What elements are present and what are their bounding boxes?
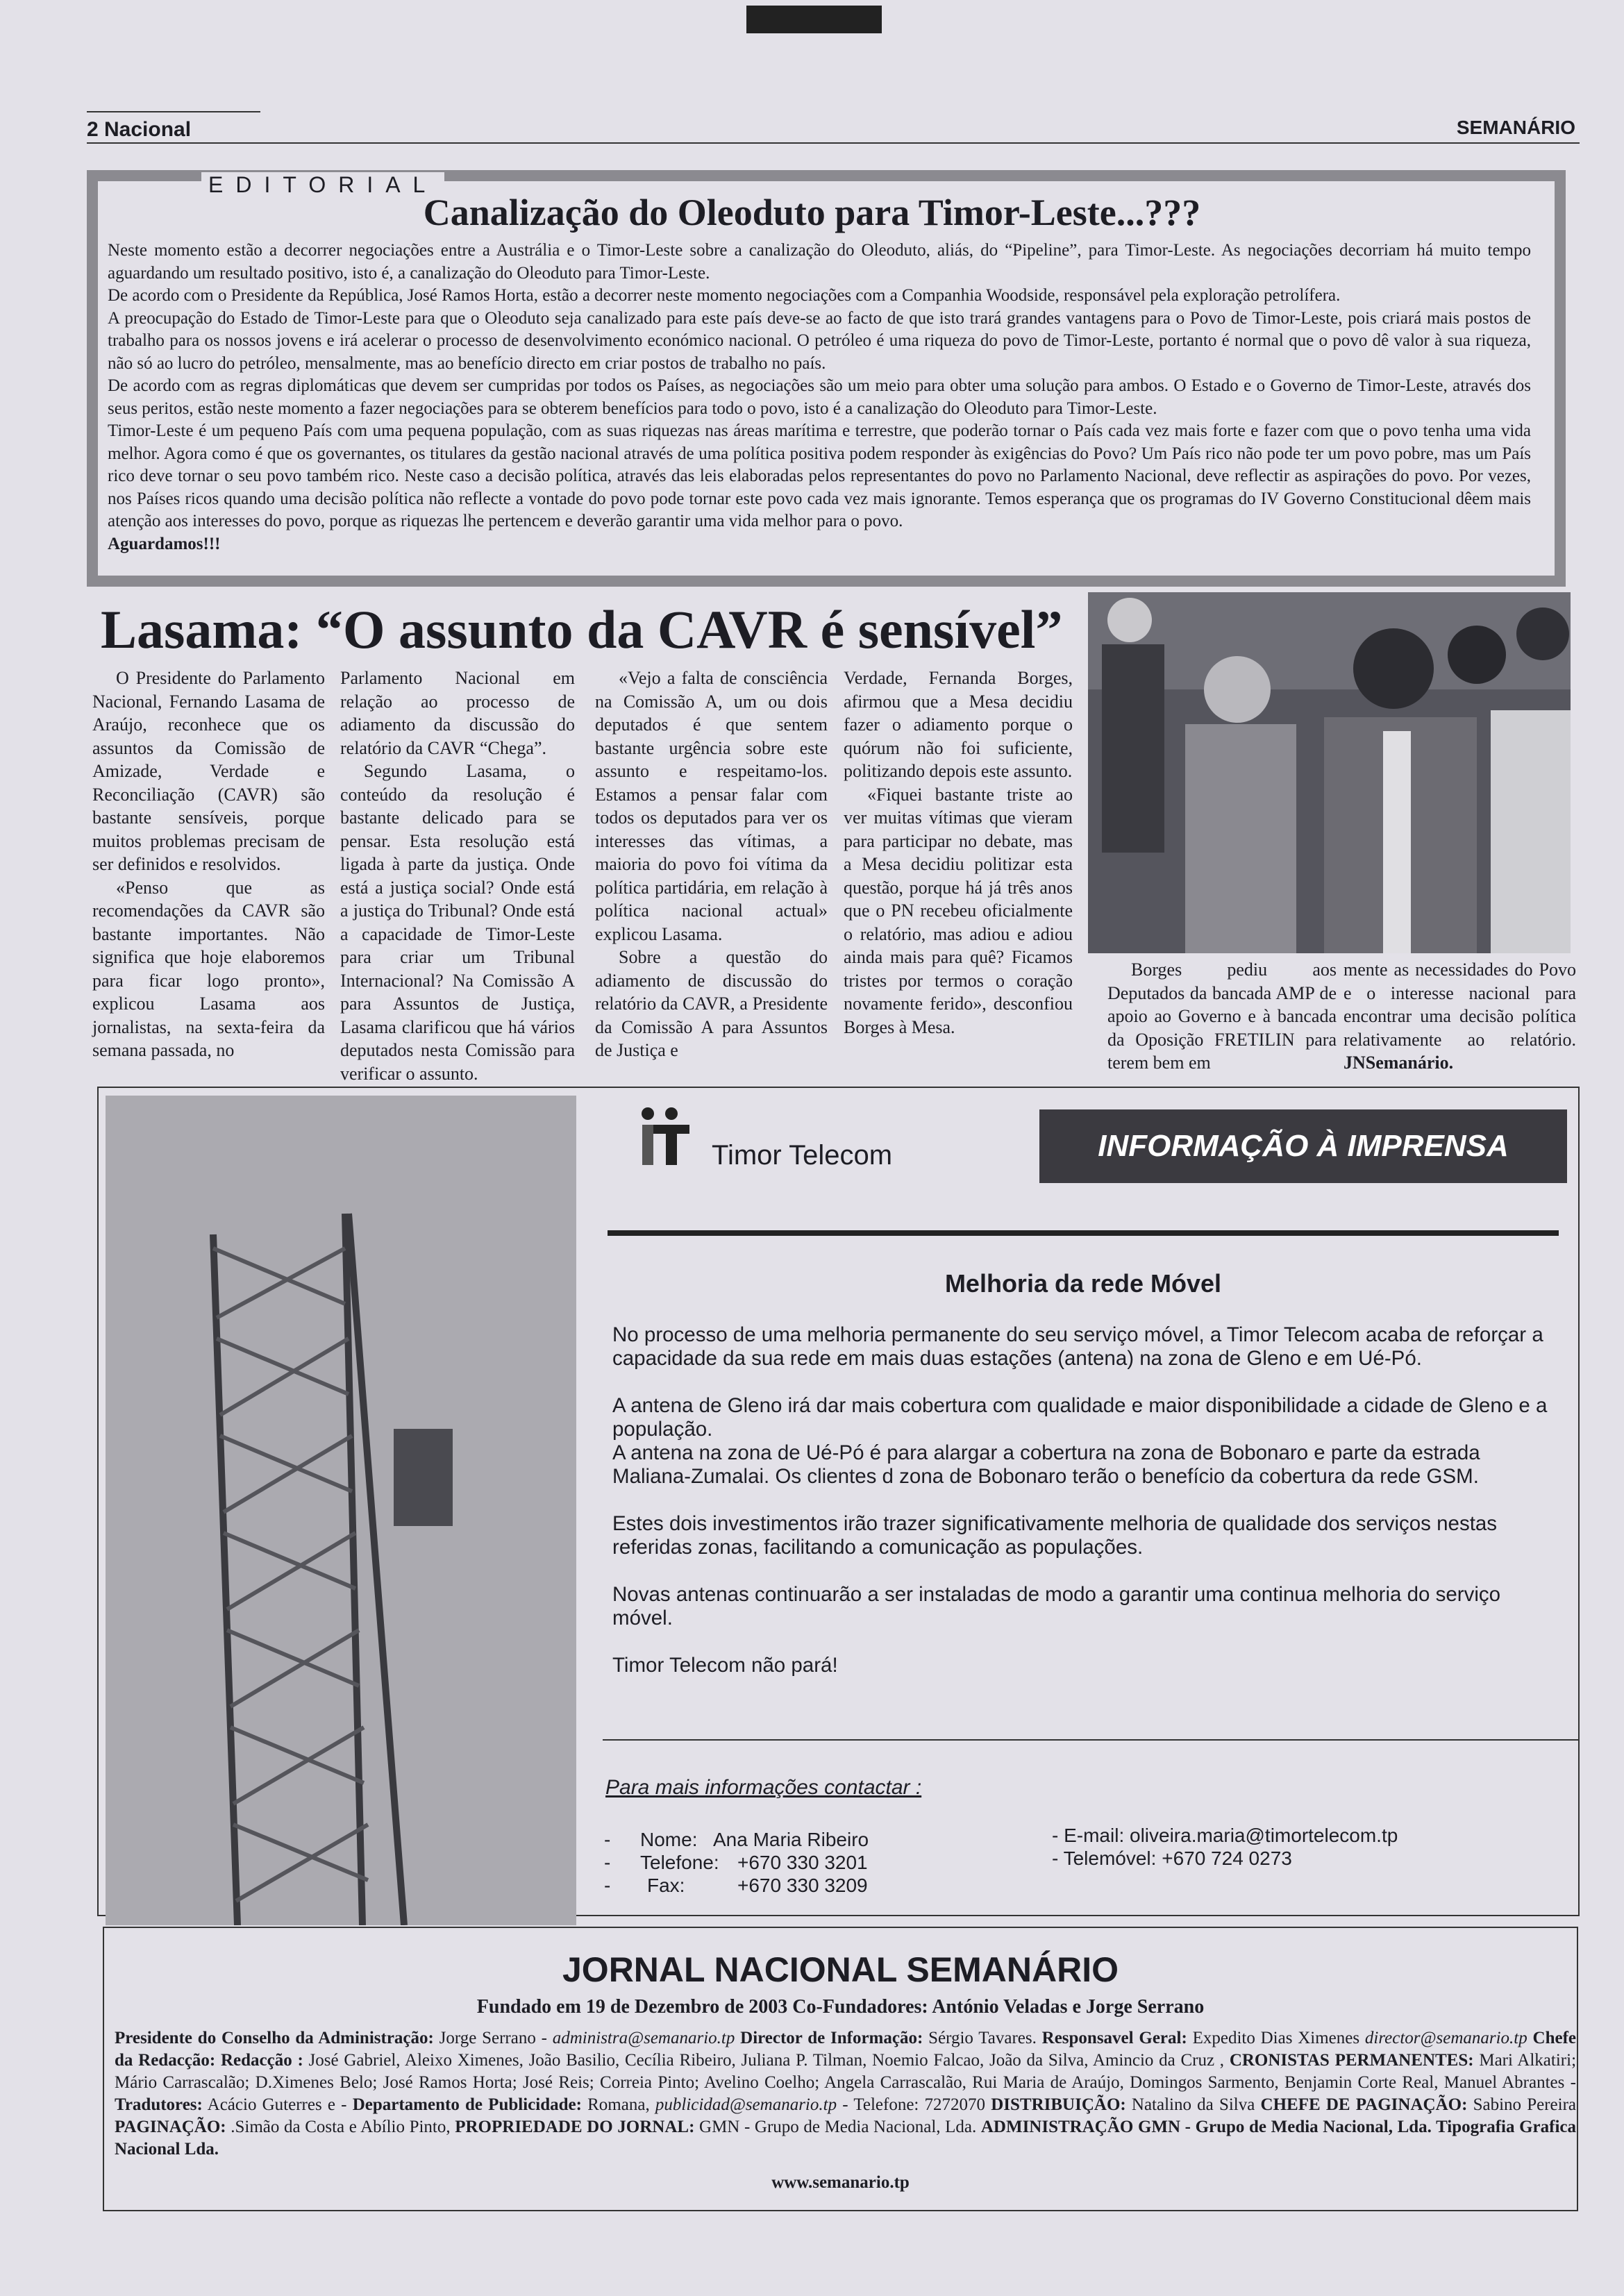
antenna-tower-image [106, 1096, 576, 1925]
contact-list-right [1052, 1824, 1398, 1870]
header-rule [87, 142, 1580, 144]
ad-paragraph: No processo de uma melhoria permanente do seu serviço móvel, a Timor Telecom acaba de reforçar a capacidade da sua rede em mais duas estações (antena) na zona de Gleno e em Ué-Pó. [612, 1323, 1543, 1370]
ad-divider [608, 1230, 1559, 1236]
news-photo-image [1088, 592, 1571, 953]
article-paragraph: Verdade, Fernanda Borges, afirmou que a Mesa decidiu fazer o adiamento porque o quórum não foi suficiente, politizando depois este assunto. [844, 668, 1073, 781]
tower-photo [106, 1096, 576, 1925]
contact-name: - Nome: Ana Maria Ribeiro [604, 1829, 869, 1850]
article-paragraph: Sobre a questão do adiamento de discussão do relatório da CAVR, a Presidente da Comissão A para Assuntos de Justiça e [595, 947, 828, 1060]
article-paragraph: O Presidente do Parlamento Nacional, Fernando Lasama de Araújo, reconhece que os assuntos da Comissão de Amizade, Verdade e Reconciliação (CAVR) são bastante sensíveis, porque muitos problemas precisam de ser definidos e resolvidos. [92, 668, 325, 874]
timor-telecom-logo [621, 1104, 705, 1173]
ad-title: Melhoria da rede Móvel [944, 1269, 1222, 1298]
page-tab-marker [746, 6, 882, 33]
article-paragraph: Borges pediu aos Deputados da bancada AMP de apoio ao Governo e à bancada da Oposição FRETILIN para terem bem em [1107, 960, 1337, 1073]
news-photo [1088, 592, 1571, 953]
ad-paragraph: Novas antenas continuarão a ser instaladas de modo a garantir uma continua melhoria do serviço móvel. [612, 1583, 1501, 1629]
editorial-title: Canalização do Oleoduto para Timor-Leste...??? [423, 192, 1201, 233]
contact-mobile: - Telemóvel: +670 724 0273 [1052, 1847, 1292, 1869]
article-column-5 [1107, 958, 1337, 1075]
editorial-signoff: Aguardamos!!! [108, 534, 221, 553]
page-section-label: 2 Nacional [87, 118, 192, 141]
article-column-2 [340, 667, 575, 1085]
publication-name: SEMANÁRIO [1456, 117, 1575, 138]
press-release-banner: INFORMAÇÃO À IMPRENSA [1039, 1109, 1567, 1183]
article-paragraph: Segundo Lasama, o conteúdo da resolução é bastante delicado para se pensar. Esta resolução está ligada à parte da justiça. Onde está a justiça social? Onde está a justiça do Tribunal? Onde está a capacidade de Timor-Leste para criar um Tribunal Internacional? Na Comissão A para Assuntos de Justiça, Lasama clarificou que há vários deputados nesta Comissão para verificar o assunto. [340, 761, 575, 1084]
editorial-tag: EDITORIAL [201, 172, 444, 198]
editorial-paragraph: De acordo com o Presidente da República, José Ramos Horta, estão a decorrer neste momento negociações com a Companhia Woodside, responsável pela exploração petrolífera. [108, 286, 1341, 305]
editorial-paragraph: Timor-Leste é um pequeno País com uma pequena população, com as suas riquezas nas áreas marítima e terrestre, que poderão tornar o País cada vez mais forte e fazer com que o povo tenha uma vida melhor. Agora como é que os governantes, os titulares da gestão nacional através de uma política positiva podem responder às exigências do Povo? Um País rico não pode ter um povo pobre, mas um País rico deve tornar o seu povo também rico. Neste caso a decisão política, através das leis elaboradas pelos representantes do povo no Parlamento Nacional, deve reflectir as aspirações do povo. Por vezes, nos Países ricos quando uma decisão política não reflecte a vontade do povo pode tornar este povo cada vez mais ignorante. Temos esperança que os programas do IV Governo Constitucional dêem mais atenção aos interesses do povo, porque as riquezas lhe pertencem e deverão garantir uma vida melhor para o povo. [108, 421, 1531, 530]
article-paragraph: mente as necessidades do Povo e o interesse nacional para encontrar uma decisão política relativamente ao relatório. [1343, 960, 1576, 1050]
article-column-1 [92, 667, 325, 1062]
editorial-body [108, 240, 1531, 555]
masthead-subtitle: Fundado em 19 de Dezembro de 2003 Co-Fundadores: António Veladas e Jorge Serrano [476, 1996, 1205, 2018]
logo-mark-icon [621, 1104, 705, 1170]
article-paragraph: «Vejo a falta de consciência na Comissão A, um ou dois deputados é que sentem bastante urgência sobre este assunto e respeitamo-los. Estamos a pensar falar com todos os deputados para ver os interesses das vítimas, a maioria do povo foi vítima da política partidária, em relação à política nacional actual» explicou Lasama. [595, 668, 828, 944]
contact-list-left [604, 1828, 869, 1897]
contact-heading: Para mais informações contactar : [605, 1776, 922, 1799]
article-column-3 [595, 667, 828, 1062]
header-rule-top [87, 111, 260, 112]
editorial-paragraph: A preocupação do Estado de Timor-Leste para que o Oleoduto seja canalizado para este país deve-se ao facto de que isto trará grandes vantagens para o Povo de Timor-Leste, pois criará mais postos de trabalho para os nossos jovens e irá acelerar o processo de desenvolvimento económico nacional. O petróleo é uma riqueza do povo de Timor-Leste, portanto é normal que o povo dê valor à sua riqueza, não só ao lucro do petróleo, mensalmente, mas ao benefício directo em criar postos de trabalho no país. [108, 308, 1531, 373]
ad-contact-divider [603, 1739, 1580, 1741]
ad-paragraph: Timor Telecom não pará! [612, 1654, 838, 1677]
ad-paragraph: Estes dois investimentos irão trazer significativamente melhoria de qualidade dos serviços nestas referidas zonas, facilitando a comunicação as populações. [612, 1512, 1498, 1559]
article-paragraph: Parlamento Nacional em relação ao processo de adiamento da discussão do relatório da CAVR “Chega”. [340, 668, 575, 758]
article-headline: Lasama: “O assunto da CAVR é sensível” [101, 599, 1063, 660]
article-column-6 [1343, 958, 1576, 1075]
website-url[interactable]: www.semanario.tp [771, 2173, 910, 2192]
contact-phone: - Telefone: +670 330 3201 [604, 1852, 868, 1873]
article-paragraph: «Penso que as recomendações da CAVR são bastante importantes. Não significa que hoje elaboremos para ficar logo pronto», explicou Lasama aos jornalistas, na sexta-feira da semana passada, no [92, 877, 325, 1060]
article-column-4 [844, 667, 1073, 1039]
article-signature: JNSemanário. [1343, 1053, 1454, 1073]
editorial-paragraph: Neste momento estão a decorrer negociações entre a Austrália e o Timor-Leste sobre a canalização do Oleoduto, aliás, do “Pipeline”, para Timor-Leste. As negociações decorriam há muito tempo aguardando um resultado positivo, isto é, a canalização do Oleoduto para Timor-Leste. [108, 241, 1531, 283]
contact-fax: - Fax: +670 330 3209 [604, 1875, 868, 1896]
brand-name: Timor Telecom [712, 1140, 893, 1171]
ad-body [612, 1323, 1557, 1701]
ad-paragraph: A antena de Gleno irá dar mais cobertura com qualidade e maior disponibilidade a cidade de Gleno e a população. A antena na zona de Ué-Pó é para alargar a cobertura na zona de Bobonaro e parte da estrada Maliana-Zumalai. Os clientes d zona de Bobonaro terão o benefício da cobertura da rede GSM. [612, 1394, 1548, 1488]
masthead-title: JORNAL NACIONAL SEMANÁRIO [562, 1950, 1119, 1989]
editorial-paragraph: De acordo com as regras diplomáticas que devem ser cumpridas por todos os Países, as negociações são um meio para obter uma solução para ambos. O Estado e o Governo de Timor-Leste, através dos seus peritos, estão neste momento a fazer negociações para se obterem benefícios para todo o povo, isto é a canalização do Oleoduto para Timor-Leste. [108, 376, 1531, 418]
contact-email: - E-mail: oliveira.maria@timortelecom.tp [1052, 1825, 1398, 1846]
masthead-credits: Presidente do Conselho da Administração: Jorge Serrano - administra@semanario.tp Director de Informação: Sérgio Tavares. Responsavel Geral: Expedito Dias Ximenes director@semanario.tp Chefe da Redacção: Redacção : José Gabriel, Aleixo Ximenes, João Basilio, Cecília Ribeiro, Juliana P. Tilman, Noemio Falcao, João da Silva, Amincio da Cruz , CRONISTAS PERMANENTES: Mari Alkatiri; Mário Carrascalão; D.Ximenes Belo; José Ramos Horta; José Reis; Correia Pinto; Avelino Coelho; Angela Carrascalão, Rui Maria de Araújo, Domingos Sarmento, Benjamin Corte Real, Manuel Abrantes - Tradutores: Acácio Guterres e - Departamento de Publicidade: Romana, publicidad@semanario.tp - Telefone: 7272070 DISTRIBUIÇÃO: Natalino da Silva CHEFE DE PAGINAÇÃO: Sabino Pereira PAGINAÇÃO: .Simão da Costa e Abílio Pinto, PROPRIEDADE DO JORNAL: GMN - Grupo de Media Nacional, Lda. ADMINISTRAÇÃO GMN - Grupo de Media Nacional, Lda. Tipografia Grafica Nacional Lda. [115, 2029, 1577, 2159]
article-paragraph: «Fiquei bastante triste ao ver muitas vítimas que vieram para participar no debate, mas a Mesa decidiu politizar esta questão, porque há já três anos que o PN recebeu oficialmente o relatório, mas adiou e adiou ainda mais para quê? Ficamos tristes por termos o coração novamente ferido», desconfiou Borges à Mesa. [844, 784, 1073, 1037]
